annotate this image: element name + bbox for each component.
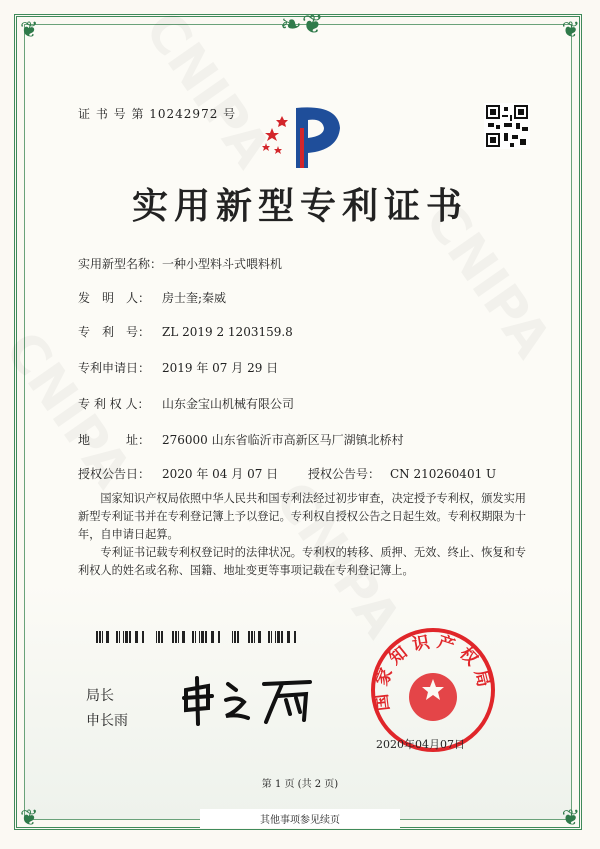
barcode-bar: [195, 631, 196, 643]
barcode-bar: [172, 631, 174, 643]
barcode-bar: [268, 631, 270, 643]
field-announcement-number: [308, 465, 496, 482]
certificate-statement: [78, 490, 526, 580]
barcode-bar: [258, 631, 261, 643]
barcode-bar: [277, 631, 280, 643]
field-patent-number: [78, 323, 293, 340]
field-announcement-date: [78, 465, 278, 482]
page-indicator: 第 1 页 (共 2 页): [261, 779, 339, 790]
field-patentee: [78, 395, 294, 412]
barcode-bar: [199, 631, 200, 643]
barcode-bar: [248, 631, 250, 643]
field-address: [78, 431, 404, 448]
barcode-bar: [142, 631, 144, 643]
barcode-bar: [106, 631, 109, 643]
certificate-title: 实用新型专利证书: [131, 185, 468, 227]
barcode-bar: [102, 631, 103, 643]
signatory-title: 局长: [86, 688, 114, 704]
corner-ornament-icon: ❦: [561, 18, 580, 43]
barcode-bar: [158, 631, 160, 643]
barcode-bar: [201, 631, 204, 643]
barcode-bar: [234, 631, 236, 643]
barcode-bar: [218, 631, 220, 643]
barcode-bar: [116, 631, 118, 643]
field-utility-model-name: [78, 255, 282, 272]
barcode-bar: [129, 631, 131, 643]
barcode-bar: [175, 631, 177, 643]
field-label: 发 明 人：: [78, 291, 151, 305]
statement-paragraph: 专利证书记载专利权登记时的法律状况。专利权的转移、质押、无效、终止、恢复和专利权人的姓名或名称、国籍、地址变更等事项记载在专利登记簿上。: [78, 546, 526, 577]
field-value: 2019 年 07 月 29 日: [162, 361, 279, 375]
barcode-bar: [119, 631, 120, 643]
field-value: 2020 年 04 月 07 日: [162, 467, 279, 481]
field-label: 专 利 号：: [78, 325, 151, 339]
field-inventors: [78, 289, 226, 306]
barcode-bar: [275, 631, 276, 643]
field-label: 实用新型名称：: [78, 257, 163, 271]
field-label: 专利申请日：: [78, 361, 151, 375]
certificate-number: 证 书 号 第 10242972 号: [78, 107, 237, 121]
handwritten-signature: [178, 672, 318, 727]
barcode-bar: [161, 631, 163, 643]
barcode-bar: [125, 631, 128, 643]
barcode-bar: [254, 631, 255, 643]
field-value: 房士奎;秦威: [162, 291, 227, 305]
barcode-bar: [123, 631, 124, 643]
barcode-bar: [251, 631, 253, 643]
field-value: 一种小型料斗式喂料机: [162, 257, 283, 271]
barcode-bar: [156, 631, 157, 643]
field-label: 专 利 权 人：: [78, 397, 150, 411]
barcode-bar: [287, 631, 290, 643]
field-value: ZL 2019 2 1203159.8: [162, 325, 293, 339]
field-value: 276000 山东省临沂市高新区马厂湖镇北桥村: [162, 433, 404, 447]
top-ornament-icon: ❧❦: [280, 10, 324, 40]
field-value: CN 210260401 U: [390, 467, 497, 481]
seal-date: 2020年04月07日: [376, 738, 465, 751]
corner-ornament-icon: ❦: [20, 18, 39, 43]
barcode-bar: [205, 631, 207, 643]
barcode-bar: [281, 631, 283, 643]
barcode-bar: [294, 631, 296, 643]
cnipa-logo: [258, 98, 348, 173]
barcode-bar: [192, 631, 194, 643]
barcode-bar: [178, 631, 179, 643]
barcode-bar: [237, 631, 239, 643]
barcode-bar: [135, 631, 138, 643]
barcode-bar: [232, 631, 233, 643]
field-value: 山东金宝山机械有限公司: [162, 397, 295, 411]
barcode: [88, 631, 300, 643]
barcode-bar: [271, 631, 272, 643]
field-label: 授权公告号：: [308, 467, 381, 481]
qr-code: [484, 103, 530, 149]
corner-ornament-icon: ❦: [20, 806, 39, 831]
barcode-bar: [182, 631, 185, 643]
barcode-bar: [99, 631, 101, 643]
field-label: 授权公告日：: [78, 467, 151, 481]
field-application-date: [78, 359, 278, 376]
barcode-bar: [211, 631, 214, 643]
corner-ornament-icon: ❦: [561, 806, 580, 831]
seal-text: 国家知识产权局: [371, 631, 495, 713]
footer-note: 其他事项参见续页: [200, 809, 400, 828]
barcode-bar: [96, 631, 98, 643]
star-icons: [262, 116, 288, 154]
statement-paragraph: 国家知识产权局依照中华人民共和国专利法经过初步审查，决定授予专利权，颁发实用新型专利证书并在专利登记簿上予以登记。专利权自授权公告之日起生效。专利权期限为十年，自申请日起算。: [78, 492, 526, 541]
signatory-name: 申长雨: [86, 713, 128, 729]
field-label: 地 址：: [78, 433, 151, 447]
